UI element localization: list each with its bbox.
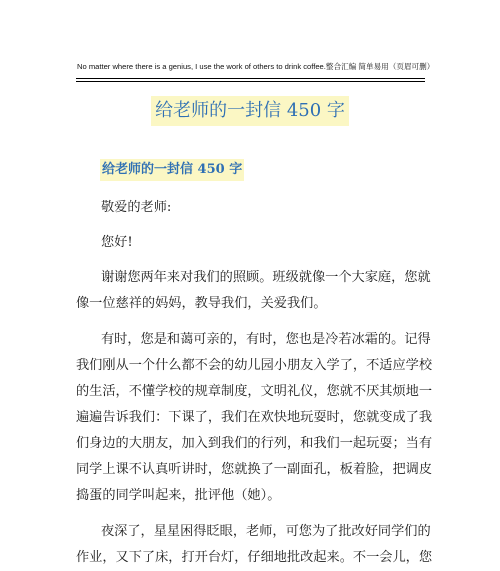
paragraph-line: 们身边的大朋友，加入到我们的行列，和我们一起玩耍；当有 xyxy=(76,436,433,451)
document-subtitle: 给老师的一封信 450 字 xyxy=(100,159,244,181)
paragraph-line: 有时，您是和蔼可亲的，有时，您也是冷若冰霜的。记得 xyxy=(101,332,431,347)
header-divider-thin xyxy=(76,81,425,82)
paragraph-line: 像一位慈祥的妈妈，教导我们，关爱我们。 xyxy=(76,296,327,311)
paragraph-3 xyxy=(76,519,433,571)
paragraph-line: 同学上课不认真听讲时，您就换了一副面孔，板着脸，把调皮 xyxy=(76,462,433,477)
paragraph-line: 捣蛋的同学叫起来，批评他（她）。 xyxy=(76,488,281,503)
salutation-text: 敬爱的老师: xyxy=(101,200,172,215)
paragraph-2 xyxy=(76,327,433,509)
paragraph-line: 的生活，不懂学校的规章制度，文明礼仪，您就不厌其烦地一 xyxy=(76,384,433,399)
paragraph-line: 夜深了，星星困得眨眼，老师，可您为了批改好同学们的 xyxy=(101,524,431,539)
greeting xyxy=(76,230,426,256)
greeting-text: 您好! xyxy=(101,235,133,250)
page-header: No matter where there is a genius, I use the work of others to drink coffee.整合汇编 简单易用（页眉可删） xyxy=(77,62,435,71)
paragraph-1 xyxy=(76,265,431,317)
salutation xyxy=(76,195,426,221)
paragraph-line: 遍遍告诉我们：下课了，我们在欢快地玩耍时，您就变成了我 xyxy=(76,410,433,425)
header-divider xyxy=(76,78,425,79)
paragraph-line: 谢谢您两年来对我们的照顾。班级就像一个大家庭，您就 xyxy=(101,270,431,285)
paragraph-line: 作业，又下了床，打开台灯，仔细地批改起来。不一会儿，您 xyxy=(76,550,433,565)
title-container xyxy=(0,96,500,126)
paragraph-line: 我们刚从一个什么都不会的幼儿园小朋友入学了，不适应学校 xyxy=(76,358,433,373)
document-title: 给老师的一封信 450 字 xyxy=(151,96,349,126)
